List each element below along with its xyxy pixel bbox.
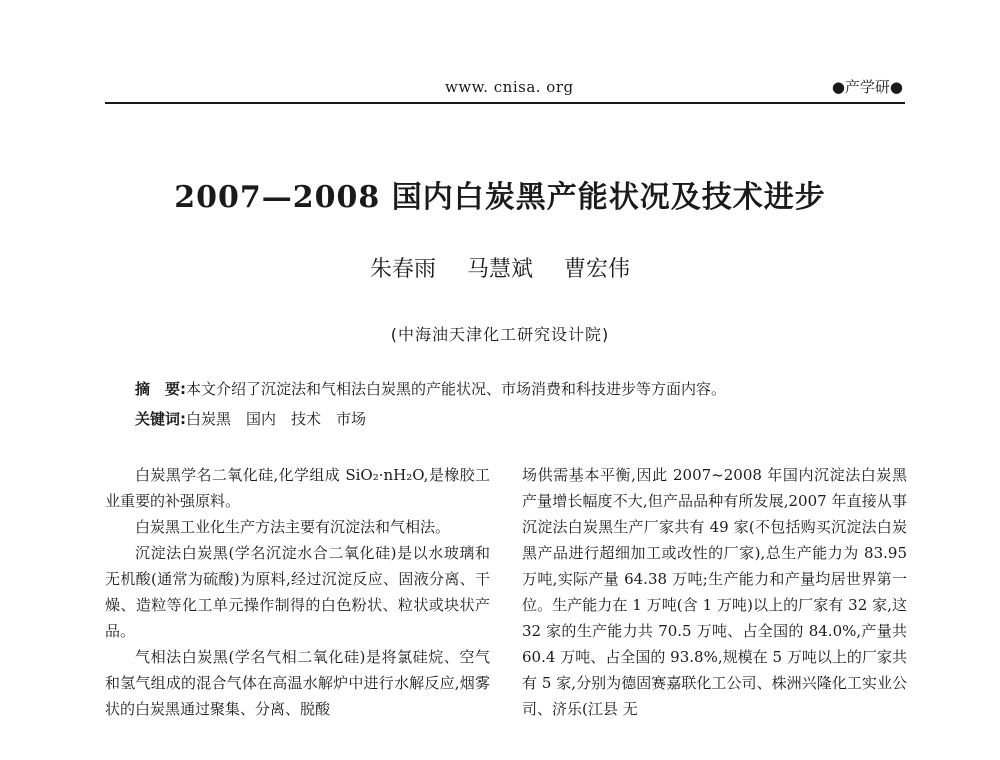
- abstract-text: 本文介绍了沉淀法和气相法白炭黑的产能状况、市场消费和科技进步等方面内容。: [186, 380, 727, 398]
- section-label: ●产学研●: [831, 78, 903, 96]
- author: 马慧斌: [466, 257, 533, 282]
- author: 曹宏伟: [564, 257, 631, 282]
- body-paragraph: 场供需基本平衡,因此 2007~2008 年国内沉淀法白炭黑产量增长幅度不大,但产品品种有所发展,2007 年直接从事沉淀法白炭黑生产厂家共有 49 家(不包括购买沉淀法白炭黑产品进行超细加工或改性的厂家),总生产能力为 83.95 万吨,实际产量 64.38 万吨;生产能力和产量均居世界第一位。生产能力在 1 万吨(含 1 万吨)以上的厂家有 32 家,这 32 家的生产能力共 70.5 万吨、占全国的 84.0%,产量共 60.4 万吨、占全国的 93.8%,规模在 5 万吨以上的厂家共有 5 家,分别为德固赛嘉联化工公司、株洲兴隆化工实业公司、济乐(江县 无: [522, 466, 907, 718]
- author: 朱春雨: [369, 257, 436, 282]
- keywords-label: 关键词:: [135, 410, 186, 428]
- page-header: [105, 72, 905, 104]
- author-list: [0, 252, 1000, 283]
- body-paragraph: 气相法白炭黑(学名气相二氧化硅)是将氯硅烷、空气和氢气组成的混合气体在高温水解炉中进行水解反应,烟雾状的白炭黑通过聚集、分离、脱酸: [105, 648, 490, 718]
- keywords-text: 白炭黑 国内 技术 市场: [186, 410, 367, 428]
- keywords: [135, 408, 915, 429]
- body-column-right: [522, 462, 907, 722]
- affiliation: (中海油天津化工研究设计院): [390, 325, 610, 344]
- body-paragraph: 沉淀法白炭黑(学名沉淀水合二氧化硅)是以水玻璃和无机酸(通常为硫酸)为原料,经过沉淀反应、固液分离、干燥、造粒等化工单元操作制得的白色粉状、粒状或块状产品。: [105, 544, 490, 640]
- body-paragraph: 白炭黑学名二氧化硅,化学组成 SiO₂·nH₂O,是橡胶工业重要的补强原料。: [105, 466, 490, 510]
- body-paragraph: 白炭黑工业化生产方法主要有沉淀法和气相法。: [135, 518, 451, 536]
- body-column-left: [105, 462, 490, 722]
- article-title: 2007—2008 国内白炭黑产能状况及技术进步: [174, 180, 826, 215]
- journal-url: www. cnisa. org: [445, 78, 574, 96]
- abstract: [135, 378, 915, 399]
- abstract-label: 摘 要:: [135, 380, 186, 398]
